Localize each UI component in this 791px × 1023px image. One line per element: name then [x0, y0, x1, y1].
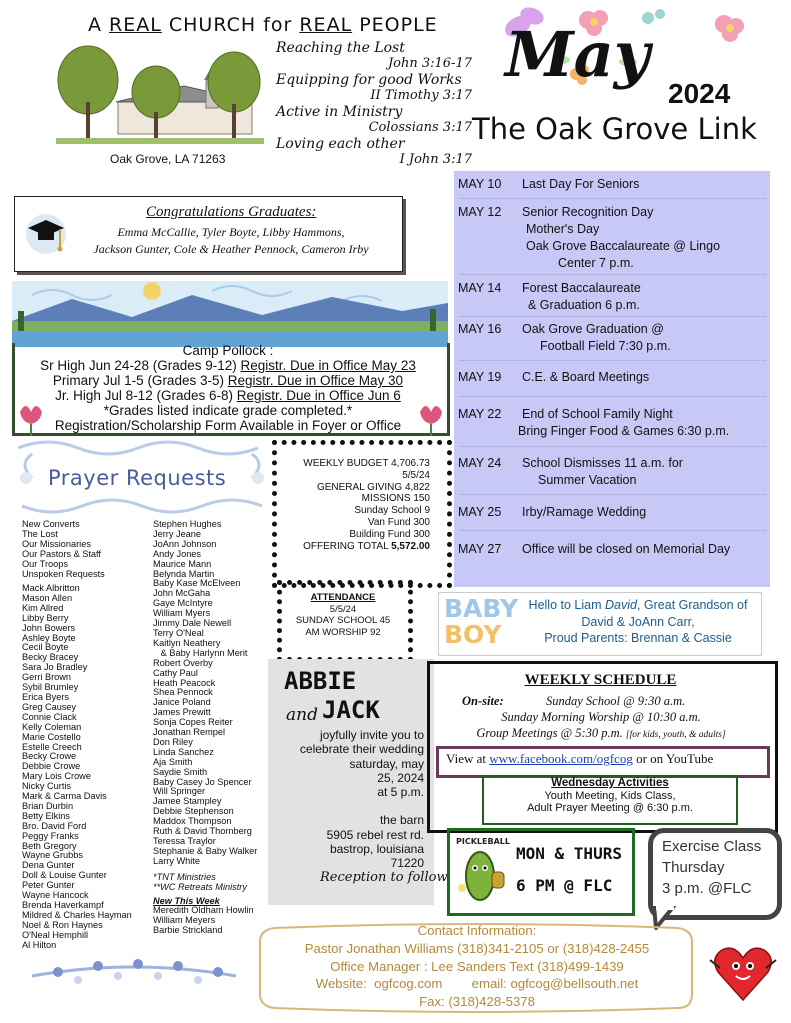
baby-line: Proud Parents: Brennan & Cassie [544, 631, 732, 645]
verse-ref: II Timothy 3:17 [370, 88, 472, 103]
list-item: Belynda Martin [153, 568, 215, 579]
camp-row: Jr. High Jul 8-12 (Grades 6-8) Registr. Due in Office Jun 6 [55, 388, 401, 403]
camp-row: Sr High Jun 24-28 (Grades 9-12) Registr. Due in Office May 23 [40, 358, 416, 373]
wedding-invitation-text [280, 728, 424, 871]
attendance-row: AM WORSHIP 92 [305, 626, 381, 638]
list-item: Larry White [153, 855, 200, 866]
list-item: Andy Jones [153, 548, 202, 559]
list-item: Terry O'Neal [153, 627, 204, 638]
wednesday-activities [482, 778, 738, 814]
graduates-line: Emma McCallie, Tyler Boyte, Libby Hammons, [117, 225, 345, 239]
list-item: Stephanie & Baby Walker [153, 845, 258, 856]
camp-row: Primary Jul 1-5 (Grades 3-5) Registr. Due in Office May 30 [52, 373, 404, 388]
exercise-line: Exercise Class [662, 838, 762, 855]
list-item: Gaye McIntyre [153, 598, 213, 609]
list-item: Barbie Strickland [153, 925, 223, 936]
calendar-event: MAY 12 Senior Recognition Day Mother's Day Oak Grove Baccalaureate @ Lingo Center 7 p.m. [458, 205, 721, 270]
verse-line: Loving each other [276, 136, 405, 152]
contact-line: Office Manager : Lee Sanders Text (318)499-1439 [330, 958, 624, 974]
list-item: Maurice Mann [153, 558, 212, 569]
list-item: Beth Gregory [22, 840, 77, 851]
list-item: Sara Jo Bradley [22, 662, 88, 673]
wedding-line: at 5 p.m. [377, 785, 424, 800]
newsletter-title: The Oak Grove Link [472, 112, 757, 146]
list-item: Heath Peacock [153, 677, 216, 688]
attendance-date: 5/5/24 [329, 603, 357, 615]
wedding-line: celebrate their wedding [299, 742, 424, 757]
wedding-line: 71220 [390, 856, 424, 871]
calendar-event: MAY 25 Irby/Ramage Wedding [458, 505, 647, 519]
attendance-row: SUNDAY SCHOOL 45 [295, 615, 391, 626]
contact-line: Fax: (318)428-5378 [419, 994, 535, 1010]
list-item: Peter Gunter [22, 880, 75, 891]
list-item: Mary Lois Crowe [22, 771, 91, 782]
ministry-note: *TNT Ministries [153, 871, 216, 882]
camp-title: Camp Pollock : [182, 343, 274, 358]
budget-row: Sunday School 9 [354, 505, 430, 517]
list-item: James Prewitt [153, 707, 211, 718]
list-item: Jamee Stampley [153, 796, 222, 807]
wedding-line: the barn [379, 813, 424, 828]
heart-mascot-icon [708, 938, 778, 1008]
calendar-event: MAY 24 School Dismisses 11 a.m. for Summer Vacation [458, 456, 683, 487]
verse-ref: John 3:16-17 [387, 56, 472, 71]
list-item: & Baby Harlynn Merit [153, 647, 248, 658]
year-title: 2024 [668, 78, 731, 109]
list-item: Stephen Hughes [153, 519, 222, 529]
list-item: Baby Casey Jo Spencer [153, 776, 252, 787]
list-item: Will Springer [153, 786, 206, 797]
budget-row: Van Fund 300 [367, 516, 430, 528]
weekly-schedule-title: WEEKLY SCHEDULE [524, 672, 677, 688]
list-item: JoAnn Johnson [153, 538, 217, 549]
list-item: Don Riley [153, 736, 193, 747]
church-tree-illustration [56, 42, 264, 146]
verse-line: Active in Ministry [276, 104, 403, 120]
list-item: Dena Gunter [22, 860, 75, 871]
list-item: Nicky Curtis [22, 781, 72, 792]
prayer-list-general [22, 520, 105, 579]
graduates-title: Congratulations Graduates: [146, 204, 317, 220]
list-item: Jimmy Dale Newell [153, 618, 232, 629]
list-item: Debbie Stephenson [153, 806, 234, 817]
verse-line: Reaching the Lost [276, 40, 405, 56]
list-item: Mason Allen [22, 592, 73, 603]
list-item: Erica Byers [22, 691, 69, 702]
list-item: Teressa Traylor [153, 836, 216, 846]
calendar-event: MAY 27 Office will be closed on Memorial Day [458, 542, 731, 556]
list-item: Ruth & David Thornberg [153, 826, 252, 837]
list-item: Cathy Paul [153, 667, 198, 678]
list-item: Mildred & Charles Hayman [22, 909, 132, 920]
wedding-name-1: ABBIE [284, 667, 357, 695]
baby-announcement-text [516, 597, 760, 647]
exercise-line: Thursday [662, 859, 725, 876]
tagline: A REAL CHURCH for REAL PEOPLE [88, 14, 438, 36]
list-item: O'Neal Hemphill [22, 929, 89, 940]
schedule-row: Group Meetings @ 5:30 p.m. [for kids, youth, & adults] [476, 726, 726, 740]
pickleball-text [516, 838, 622, 902]
list-item: Jerry Jeane [153, 528, 202, 539]
camp-details [18, 343, 438, 433]
list-item: Estelle Creech [22, 741, 82, 752]
new-this-week-title: New This Week [153, 895, 220, 906]
verse-ref: I John 3:17 [399, 152, 472, 167]
wedding-name-2: JACK [322, 696, 380, 724]
list-item: Sybil Brumley [22, 682, 79, 693]
contact-line: Website: ogfcog.com email: ogfcog@bellsouth.net [315, 976, 639, 992]
exercise-line: 3 p.m. @FLC [662, 880, 752, 897]
baby-line: David & JoAnn Carr, [581, 614, 695, 629]
schedule-row: Sunday Morning Worship @ 10:30 a.m. [501, 710, 701, 724]
calendar-event: MAY 22 End of School Family Night Bring Finger Food & Games 6:30 p.m. [458, 407, 730, 438]
prayer-list-names-1 [22, 584, 132, 951]
graduation-cap-icon [24, 206, 68, 260]
prayer-title: Prayer Requests [48, 466, 227, 490]
list-item: Brenda Haverkampf [22, 900, 104, 910]
list-item: Noel & Ron Haynes [22, 919, 103, 930]
wedding-reception: Reception to follow [320, 870, 448, 885]
list-item: Marie Costello [22, 731, 81, 742]
pickleball-logo: PICKLEBALL [456, 837, 510, 846]
pickle-mascot-icon [452, 832, 512, 906]
graduates-line: Jackson Gunter, Cole & Heather Pennock, Cameron Irby [93, 242, 369, 256]
list-item: William Myers [153, 608, 211, 619]
list-item: Al Hilton [22, 939, 57, 950]
budget-total: OFFERING TOTAL 5,572.00 [303, 540, 430, 552]
list-item: Maddox Thompson [153, 816, 232, 827]
calendar-event: MAY 16 Oak Grove Graduation @ Football Field 7:30 p.m. [458, 322, 671, 353]
calendar-event: MAY 14 Forest Baccalaureate & Graduation 6 p.m. [458, 281, 641, 312]
list-item: Wayne Hancock [22, 890, 89, 901]
wedding-line: bastrop, louisiana [329, 842, 424, 857]
list-item: Mack Albritton [22, 583, 80, 593]
prayer-list-names-2 [153, 520, 257, 936]
verse-ref: Colossians 3:17 [368, 120, 472, 135]
list-item: Saydie Smith [153, 766, 208, 777]
list-item: Kim Allred [22, 602, 64, 613]
list-item: Connie Clack [22, 711, 77, 722]
list-item: John McGaha [153, 588, 211, 599]
weekly-schedule-rows [436, 693, 766, 743]
list-item: John Bowers [22, 622, 76, 633]
calendar-event: MAY 10 Last Day For Seniors [458, 177, 640, 191]
wednesday-line: Youth Meeting, Kids Class, [544, 790, 676, 803]
camp-note: *Grades listed indicate grade completed.* [103, 403, 353, 418]
wednesday-title: Wednesday Activities [551, 777, 669, 789]
budget-row: Building Fund 300 [349, 528, 430, 540]
calendar-event: MAY 19 C.E. & Board Meetings [458, 370, 650, 384]
month-title: May [505, 18, 650, 91]
list-item: William Meyers [153, 915, 216, 926]
list-item: Cecil Boyte [22, 642, 69, 653]
list-item: Janice Poland [153, 697, 211, 708]
list-item: Peggy Franks [22, 830, 79, 841]
wedding-line: saturday, may [349, 756, 424, 771]
list-item: Becky Crowe [22, 751, 77, 762]
list-item: Gerri Brown [22, 672, 72, 683]
list-item: Greg Causey [22, 701, 77, 712]
list-item: Doll & Louise Gunter [22, 870, 107, 881]
contact-line: Pastor Jonathan Williams (318)341-2105 or (318)428-2455 [304, 940, 650, 956]
attendance-title: ATTENDANCE [310, 592, 376, 603]
list-item: Unspoken Requests [22, 568, 105, 579]
budget-row: WEEKLY BUDGET 4,706.73 [303, 458, 430, 469]
list-item: Becky Bracey [22, 652, 79, 663]
list-item: Wayne Grubbs [22, 850, 83, 861]
list-item: Bro. David Ford [22, 820, 87, 831]
list-item: Ashley Boyte [22, 632, 76, 643]
list-item: Libby Berry [22, 612, 69, 623]
contact-title: Contact Information: [417, 923, 537, 938]
list-item: Shea Pennock [153, 687, 213, 698]
attendance-rows [280, 592, 406, 638]
mission-verses [276, 40, 476, 168]
wednesday-line: Adult Prayer Meeting @ 6:30 p.m. [527, 801, 693, 814]
pickleball-days: MON & THURS [516, 844, 622, 863]
pickleball-time: 6 PM @ FLC [516, 876, 613, 895]
list-item: Kaitlyn Neathery [153, 637, 221, 648]
list-item: Kelly Coleman [22, 721, 82, 732]
list-item: Betty Elkins [22, 810, 70, 821]
list-item: Linda Sanchez [153, 746, 214, 757]
contact-information [254, 922, 700, 1011]
budget-rows [280, 458, 430, 552]
camp-form-note: Registration/Scholarship Form Available in Foyer or Office [54, 418, 402, 433]
list-item: Our Missionaries [22, 538, 91, 549]
wedding-line: 5905 rebel rest rd. [326, 827, 424, 842]
list-item: New Converts [22, 519, 80, 529]
lake-landscape-illustration [12, 281, 448, 347]
wedding-line: joyfully invite you to [319, 728, 424, 742]
flower-border-decoration [28, 952, 240, 992]
list-item: Sonja Copes Reiter [153, 717, 233, 728]
list-item: Our Troops [22, 558, 68, 569]
list-item: Mark & Carma Davis [22, 791, 107, 802]
list-item: Brian Durbin [22, 800, 74, 811]
budget-row: MISSIONS 150 [361, 493, 430, 505]
budget-date: 5/5/24 [402, 469, 430, 481]
facebook-link[interactable]: www.facebook.com/ogfcog [489, 751, 633, 766]
exercise-text [662, 836, 761, 899]
wedding-line [280, 799, 424, 813]
list-item: Robert Overby [153, 657, 213, 668]
list-item: Our Pastors & Staff [22, 548, 101, 559]
schedule-row: On-site: Sunday School @ 9:30 a.m. [462, 694, 686, 708]
facebook-line: View at www.facebook.com/ogfcog or on YouTube [446, 751, 714, 766]
verse-line: Equipping for good Works [276, 72, 462, 88]
list-item: Debbie Crowe [22, 761, 81, 772]
baby-boy-logo: BABY BOY [444, 594, 519, 649]
list-item: Aja Smith [153, 756, 193, 767]
list-item: The Lost [22, 528, 58, 539]
wedding-and: and [286, 705, 318, 725]
graduates-names [66, 224, 396, 258]
list-item: Meredith Oldham Howlin [153, 905, 254, 916]
wedding-line: 25, 2024 [377, 770, 424, 785]
budget-row: GENERAL GIVING 4,822 [316, 481, 430, 493]
church-location: Oak Grove, LA 71263 [110, 152, 226, 166]
baby-line: Hello to Liam David, Great Grandson of [528, 598, 748, 612]
list-item: Baby Kase McElveen [153, 578, 241, 589]
ministry-note: **WC Retreats Ministry [153, 881, 247, 892]
list-item: Jonathan Rempel [153, 727, 226, 738]
